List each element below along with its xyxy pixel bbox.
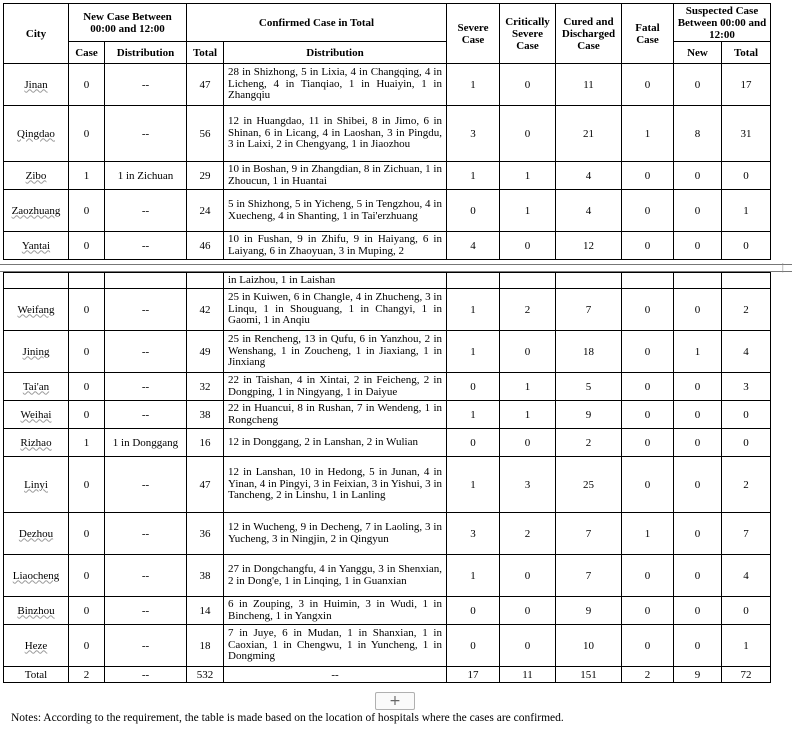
new-case-distribution-cell: -- <box>105 625 187 667</box>
cured-cell: 9 <box>556 401 622 429</box>
fatal-cell: 0 <box>622 331 674 373</box>
suspected-total-cell: 3 <box>722 373 771 401</box>
confirmed-distribution-cell: 12 in Donggang, 2 in Lanshan, 2 in Wulian <box>224 429 447 457</box>
suspected-new-cell: 0 <box>674 373 722 401</box>
suspected-new-cell: 0 <box>674 289 722 331</box>
new-case-distribution-cell: 1 in Donggang <box>105 429 187 457</box>
suspected-total-cell: 0 <box>722 597 771 625</box>
city-cell: Tai'an <box>4 373 69 401</box>
critical-cell: 0 <box>500 106 556 162</box>
new-case-cell: 0 <box>69 289 105 331</box>
header-suspected: Suspected Case Between 00:00 and 12:00 <box>674 4 771 42</box>
new-case-distribution-cell: -- <box>105 555 187 597</box>
suspected-new-cell: 0 <box>674 162 722 190</box>
table-row <box>4 597 771 625</box>
row-marker-icon: | <box>781 261 784 273</box>
suspected-total-cell: 7 <box>722 513 771 555</box>
header-new-case-distribution: Distribution <box>105 42 187 64</box>
suspected-total-cell: 17 <box>722 64 771 106</box>
suspected-new-cell: 0 <box>674 625 722 667</box>
suspected-total-cell: 4 <box>722 331 771 373</box>
new-case-cell: 2 <box>69 667 105 683</box>
critical-cell: 1 <box>500 190 556 232</box>
suspected-total-cell: 1 <box>722 625 771 667</box>
total-cell: 532 <box>187 667 224 683</box>
total-cell: 49 <box>187 331 224 373</box>
city-cell: Jining <box>4 331 69 373</box>
cured-cell: 12 <box>556 232 622 260</box>
critical-cell: 0 <box>500 429 556 457</box>
cured-cell: 7 <box>556 555 622 597</box>
severe-cell: 0 <box>447 597 500 625</box>
confirmed-distribution-cell: 22 in Taishan, 4 in Xintai, 2 in Feicheng, 2 in Dongping, 1 in Ningyang, 1 in Daiyue <box>224 373 447 401</box>
critical-cell: 0 <box>500 64 556 106</box>
fatal-cell: 0 <box>622 555 674 597</box>
new-case-distribution-cell: -- <box>105 232 187 260</box>
cured-cell: 11 <box>556 64 622 106</box>
severe-cell: 1 <box>447 555 500 597</box>
cured-cell: 25 <box>556 457 622 513</box>
severe-cell: 0 <box>447 373 500 401</box>
add-row-button[interactable]: + <box>375 692 415 710</box>
city-cell: Heze <box>4 625 69 667</box>
new-case-distribution-cell: -- <box>105 597 187 625</box>
city-cell: Binzhou <box>4 597 69 625</box>
fatal-cell: 0 <box>622 625 674 667</box>
fatal-cell: 0 <box>622 457 674 513</box>
new-case-distribution-cell: -- <box>105 190 187 232</box>
header-new-case-case: Case <box>69 42 105 64</box>
table-row <box>4 64 771 106</box>
severe-cell: 1 <box>447 457 500 513</box>
confirmed-distribution-cell: 25 in Kuiwen, 6 in Changle, 4 in Zhucheng, 3 in Linqu, 1 in Shouguang, 1 in Changyi, 1 in Gaomi, 1 in Anqiu <box>224 289 447 331</box>
city-cell: Dezhou <box>4 513 69 555</box>
suspected-total-cell: 0 <box>722 232 771 260</box>
new-case-cell: 0 <box>69 190 105 232</box>
total-row <box>4 667 771 683</box>
total-cell: 47 <box>187 64 224 106</box>
new-case-cell: 0 <box>69 555 105 597</box>
new-case-distribution-cell: -- <box>105 331 187 373</box>
table-row <box>4 331 771 373</box>
confirmed-distribution-cell: 5 in Shizhong, 5 in Yicheng, 5 in Tengzhou, 4 in Xuecheng, 4 in Shanting, 1 in Tai'erzhuang <box>224 190 447 232</box>
table-row <box>4 555 771 597</box>
total-cell: 14 <box>187 597 224 625</box>
suspected-total-cell: 2 <box>722 289 771 331</box>
new-case-distribution-cell: -- <box>105 457 187 513</box>
table-row <box>4 513 771 555</box>
continuation-distribution: in Laizhou, 1 in Laishan <box>224 273 447 289</box>
cured-cell: 4 <box>556 162 622 190</box>
header-new-case: New Case Between 00:00 and 12:00 <box>69 4 187 42</box>
critical-cell: 3 <box>500 457 556 513</box>
table-row <box>4 289 771 331</box>
city-cell: Total <box>4 667 69 683</box>
fatal-cell: 0 <box>622 289 674 331</box>
confirmed-distribution-cell: -- <box>224 667 447 683</box>
new-case-cell: 0 <box>69 64 105 106</box>
suspected-new-cell: 0 <box>674 232 722 260</box>
table-row <box>4 429 771 457</box>
confirmed-distribution-cell: 7 in Juye, 6 in Mudan, 1 in Shanxian, 1 in Caoxian, 1 in Chengwu, 1 in Yuncheng, 1 in Dongming <box>224 625 447 667</box>
new-case-cell: 0 <box>69 597 105 625</box>
new-case-cell: 0 <box>69 331 105 373</box>
fatal-cell: 0 <box>622 597 674 625</box>
new-case-cell: 0 <box>69 625 105 667</box>
total-cell: 16 <box>187 429 224 457</box>
table-row <box>4 162 771 190</box>
suspected-total-cell: 31 <box>722 106 771 162</box>
new-case-distribution-cell: -- <box>105 64 187 106</box>
total-cell: 36 <box>187 513 224 555</box>
new-case-cell: 0 <box>69 373 105 401</box>
total-cell: 46 <box>187 232 224 260</box>
critical-cell: 1 <box>500 162 556 190</box>
suspected-total-cell: 2 <box>722 457 771 513</box>
city-cell: Weifang <box>4 289 69 331</box>
cured-cell: 7 <box>556 513 622 555</box>
cured-cell: 5 <box>556 373 622 401</box>
table-row <box>4 401 771 429</box>
new-case-cell: 0 <box>69 457 105 513</box>
header-confirmed-total-total: Total <box>187 42 224 64</box>
total-cell: 24 <box>187 190 224 232</box>
header-confirmed-total: Confirmed Case in Total <box>187 4 447 42</box>
fatal-cell: 0 <box>622 232 674 260</box>
header-city: City <box>4 4 69 64</box>
city-cell: Yantai <box>4 232 69 260</box>
suspected-total-cell: 4 <box>722 555 771 597</box>
severe-cell: 1 <box>447 289 500 331</box>
severe-cell: 0 <box>447 429 500 457</box>
table-row <box>4 232 771 260</box>
suspected-new-cell: 0 <box>674 597 722 625</box>
new-case-distribution-cell: -- <box>105 401 187 429</box>
total-cell: 32 <box>187 373 224 401</box>
table-row <box>4 190 771 232</box>
suspected-new-cell: 0 <box>674 401 722 429</box>
suspected-new-cell: 0 <box>674 457 722 513</box>
city-cell: Qingdao <box>4 106 69 162</box>
total-cell: 38 <box>187 555 224 597</box>
fatal-cell: 0 <box>622 373 674 401</box>
severe-cell: 4 <box>447 232 500 260</box>
new-case-cell: 1 <box>69 429 105 457</box>
fatal-cell: 1 <box>622 106 674 162</box>
fatal-cell: 2 <box>622 667 674 683</box>
new-case-distribution-cell: -- <box>105 289 187 331</box>
new-case-cell: 0 <box>69 106 105 162</box>
new-case-cell: 0 <box>69 513 105 555</box>
header-confirmed-distribution: Distribution <box>224 42 447 64</box>
severe-cell: 1 <box>447 162 500 190</box>
total-cell: 42 <box>187 289 224 331</box>
table-row <box>4 457 771 513</box>
suspected-new-cell: 0 <box>674 190 722 232</box>
fatal-cell: 0 <box>622 190 674 232</box>
critical-cell: 0 <box>500 625 556 667</box>
table-row <box>4 106 771 162</box>
severe-cell: 1 <box>447 401 500 429</box>
suspected-new-cell: 0 <box>674 513 722 555</box>
suspected-new-cell: 8 <box>674 106 722 162</box>
new-case-cell: 0 <box>69 401 105 429</box>
cured-cell: 2 <box>556 429 622 457</box>
suspected-new-cell: 1 <box>674 331 722 373</box>
city-cell: Rizhao <box>4 429 69 457</box>
severe-cell: 1 <box>447 64 500 106</box>
total-cell: 47 <box>187 457 224 513</box>
continuation-row <box>4 273 771 289</box>
confirmed-distribution-cell: 12 in Wucheng, 9 in Decheng, 7 in Laoling, 3 in Yucheng, 3 in Ningjin, 2 in Qingyun <box>224 513 447 555</box>
suspected-total-cell: 1 <box>722 190 771 232</box>
critical-cell: 2 <box>500 513 556 555</box>
table-notes: Notes: According to the requirement, the table is made based on the location of hospitals where the cases are confirmed. <box>11 712 564 724</box>
table-row <box>4 625 771 667</box>
critical-cell: 0 <box>500 232 556 260</box>
fatal-cell: 1 <box>622 513 674 555</box>
total-cell: 38 <box>187 401 224 429</box>
header-suspected-total: Total <box>722 42 771 64</box>
city-cell: Liaocheng <box>4 555 69 597</box>
confirmed-distribution-cell: 12 in Lanshan, 10 in Hedong, 5 in Junan, 4 in Yinan, 4 in Pingyi, 3 in Feixian, 3 in Yishui, 3 in Tancheng, 2 in Linshu, 1 in Lanling <box>224 457 447 513</box>
severe-cell: 17 <box>447 667 500 683</box>
cases-table-part2 <box>3 272 771 683</box>
confirmed-distribution-cell: 22 in Huancui, 8 in Rushan, 7 in Wendeng, 1 in Rongcheng <box>224 401 447 429</box>
city-cell: Zibo <box>4 162 69 190</box>
header-cured: Cured and Discharged Case <box>556 4 622 64</box>
fatal-cell: 0 <box>622 162 674 190</box>
critical-cell: 1 <box>500 373 556 401</box>
header-critically-severe: Critically Severe Case <box>500 4 556 64</box>
confirmed-distribution-cell: 10 in Boshan, 9 in Zhangdian, 8 in Zichuan, 1 in Zhoucun, 1 in Huantai <box>224 162 447 190</box>
severe-cell: 3 <box>447 513 500 555</box>
new-case-distribution-cell: -- <box>105 513 187 555</box>
new-case-cell: 0 <box>69 232 105 260</box>
city-cell: Zaozhuang <box>4 190 69 232</box>
new-case-cell: 1 <box>69 162 105 190</box>
header-suspected-new: New <box>674 42 722 64</box>
new-case-distribution-cell: -- <box>105 667 187 683</box>
suspected-total-cell: 0 <box>722 162 771 190</box>
city-cell: Weihai <box>4 401 69 429</box>
severe-cell: 1 <box>447 331 500 373</box>
severe-cell: 0 <box>447 625 500 667</box>
new-case-distribution-cell: -- <box>105 106 187 162</box>
confirmed-distribution-cell: 6 in Zouping, 3 in Huimin, 3 in Wudi, 1 in Bincheng, 1 in Yangxin <box>224 597 447 625</box>
cured-cell: 21 <box>556 106 622 162</box>
cured-cell: 10 <box>556 625 622 667</box>
confirmed-distribution-cell: 27 in Dongchangfu, 4 in Yanggu, 3 in Shenxian, 2 in Dong'e, 1 in Linqing, 1 in Guanxian <box>224 555 447 597</box>
critical-cell: 0 <box>500 597 556 625</box>
suspected-new-cell: 0 <box>674 429 722 457</box>
confirmed-distribution-cell: 25 in Rencheng, 13 in Qufu, 6 in Yanzhou, 2 in Wenshang, 1 in Zoucheng, 1 in Jiaxiang, 1 in Jinxiang <box>224 331 447 373</box>
cured-cell: 9 <box>556 597 622 625</box>
city-cell: Linyi <box>4 457 69 513</box>
confirmed-distribution-cell: 28 in Shizhong, 5 in Lixia, 4 in Changqing, 4 in Licheng, 4 in Tianqiao, 1 in Huaiyin, 1 in Zhangqiu <box>224 64 447 106</box>
critical-cell: 1 <box>500 401 556 429</box>
confirmed-distribution-cell: 10 in Fushan, 9 in Zhifu, 9 in Haiyang, 6 in Laiyang, 6 in Zhaoyuan, 3 in Muping, 2 <box>224 232 447 260</box>
suspected-new-cell: 0 <box>674 64 722 106</box>
new-case-distribution-cell: -- <box>105 373 187 401</box>
total-cell: 56 <box>187 106 224 162</box>
cured-cell: 18 <box>556 331 622 373</box>
suspected-total-cell: 72 <box>722 667 771 683</box>
total-cell: 29 <box>187 162 224 190</box>
city-cell: Jinan <box>4 64 69 106</box>
header-fatal: Fatal Case <box>622 4 674 64</box>
new-case-distribution-cell: 1 in Zichuan <box>105 162 187 190</box>
table-page-break <box>0 261 792 273</box>
suspected-total-cell: 0 <box>722 401 771 429</box>
fatal-cell: 0 <box>622 429 674 457</box>
suspected-total-cell: 0 <box>722 429 771 457</box>
fatal-cell: 0 <box>622 64 674 106</box>
table-row <box>4 373 771 401</box>
severe-cell: 0 <box>447 190 500 232</box>
severe-cell: 3 <box>447 106 500 162</box>
critical-cell: 2 <box>500 289 556 331</box>
cured-cell: 4 <box>556 190 622 232</box>
suspected-new-cell: 0 <box>674 555 722 597</box>
header-severe: Severe Case <box>447 4 500 64</box>
fatal-cell: 0 <box>622 401 674 429</box>
critical-cell: 0 <box>500 331 556 373</box>
critical-cell: 0 <box>500 555 556 597</box>
cases-table-part1 <box>3 3 771 260</box>
cured-cell: 7 <box>556 289 622 331</box>
suspected-new-cell: 9 <box>674 667 722 683</box>
total-cell: 18 <box>187 625 224 667</box>
confirmed-distribution-cell: 12 in Huangdao, 11 in Shibei, 8 in Jimo, 6 in Shinan, 6 in Licang, 4 in Laoshan, 3 in Pingdu, 3 in Laixi, 2 in Chengyang, 1 in Jiaozhou <box>224 106 447 162</box>
critical-cell: 11 <box>500 667 556 683</box>
cured-cell: 151 <box>556 667 622 683</box>
